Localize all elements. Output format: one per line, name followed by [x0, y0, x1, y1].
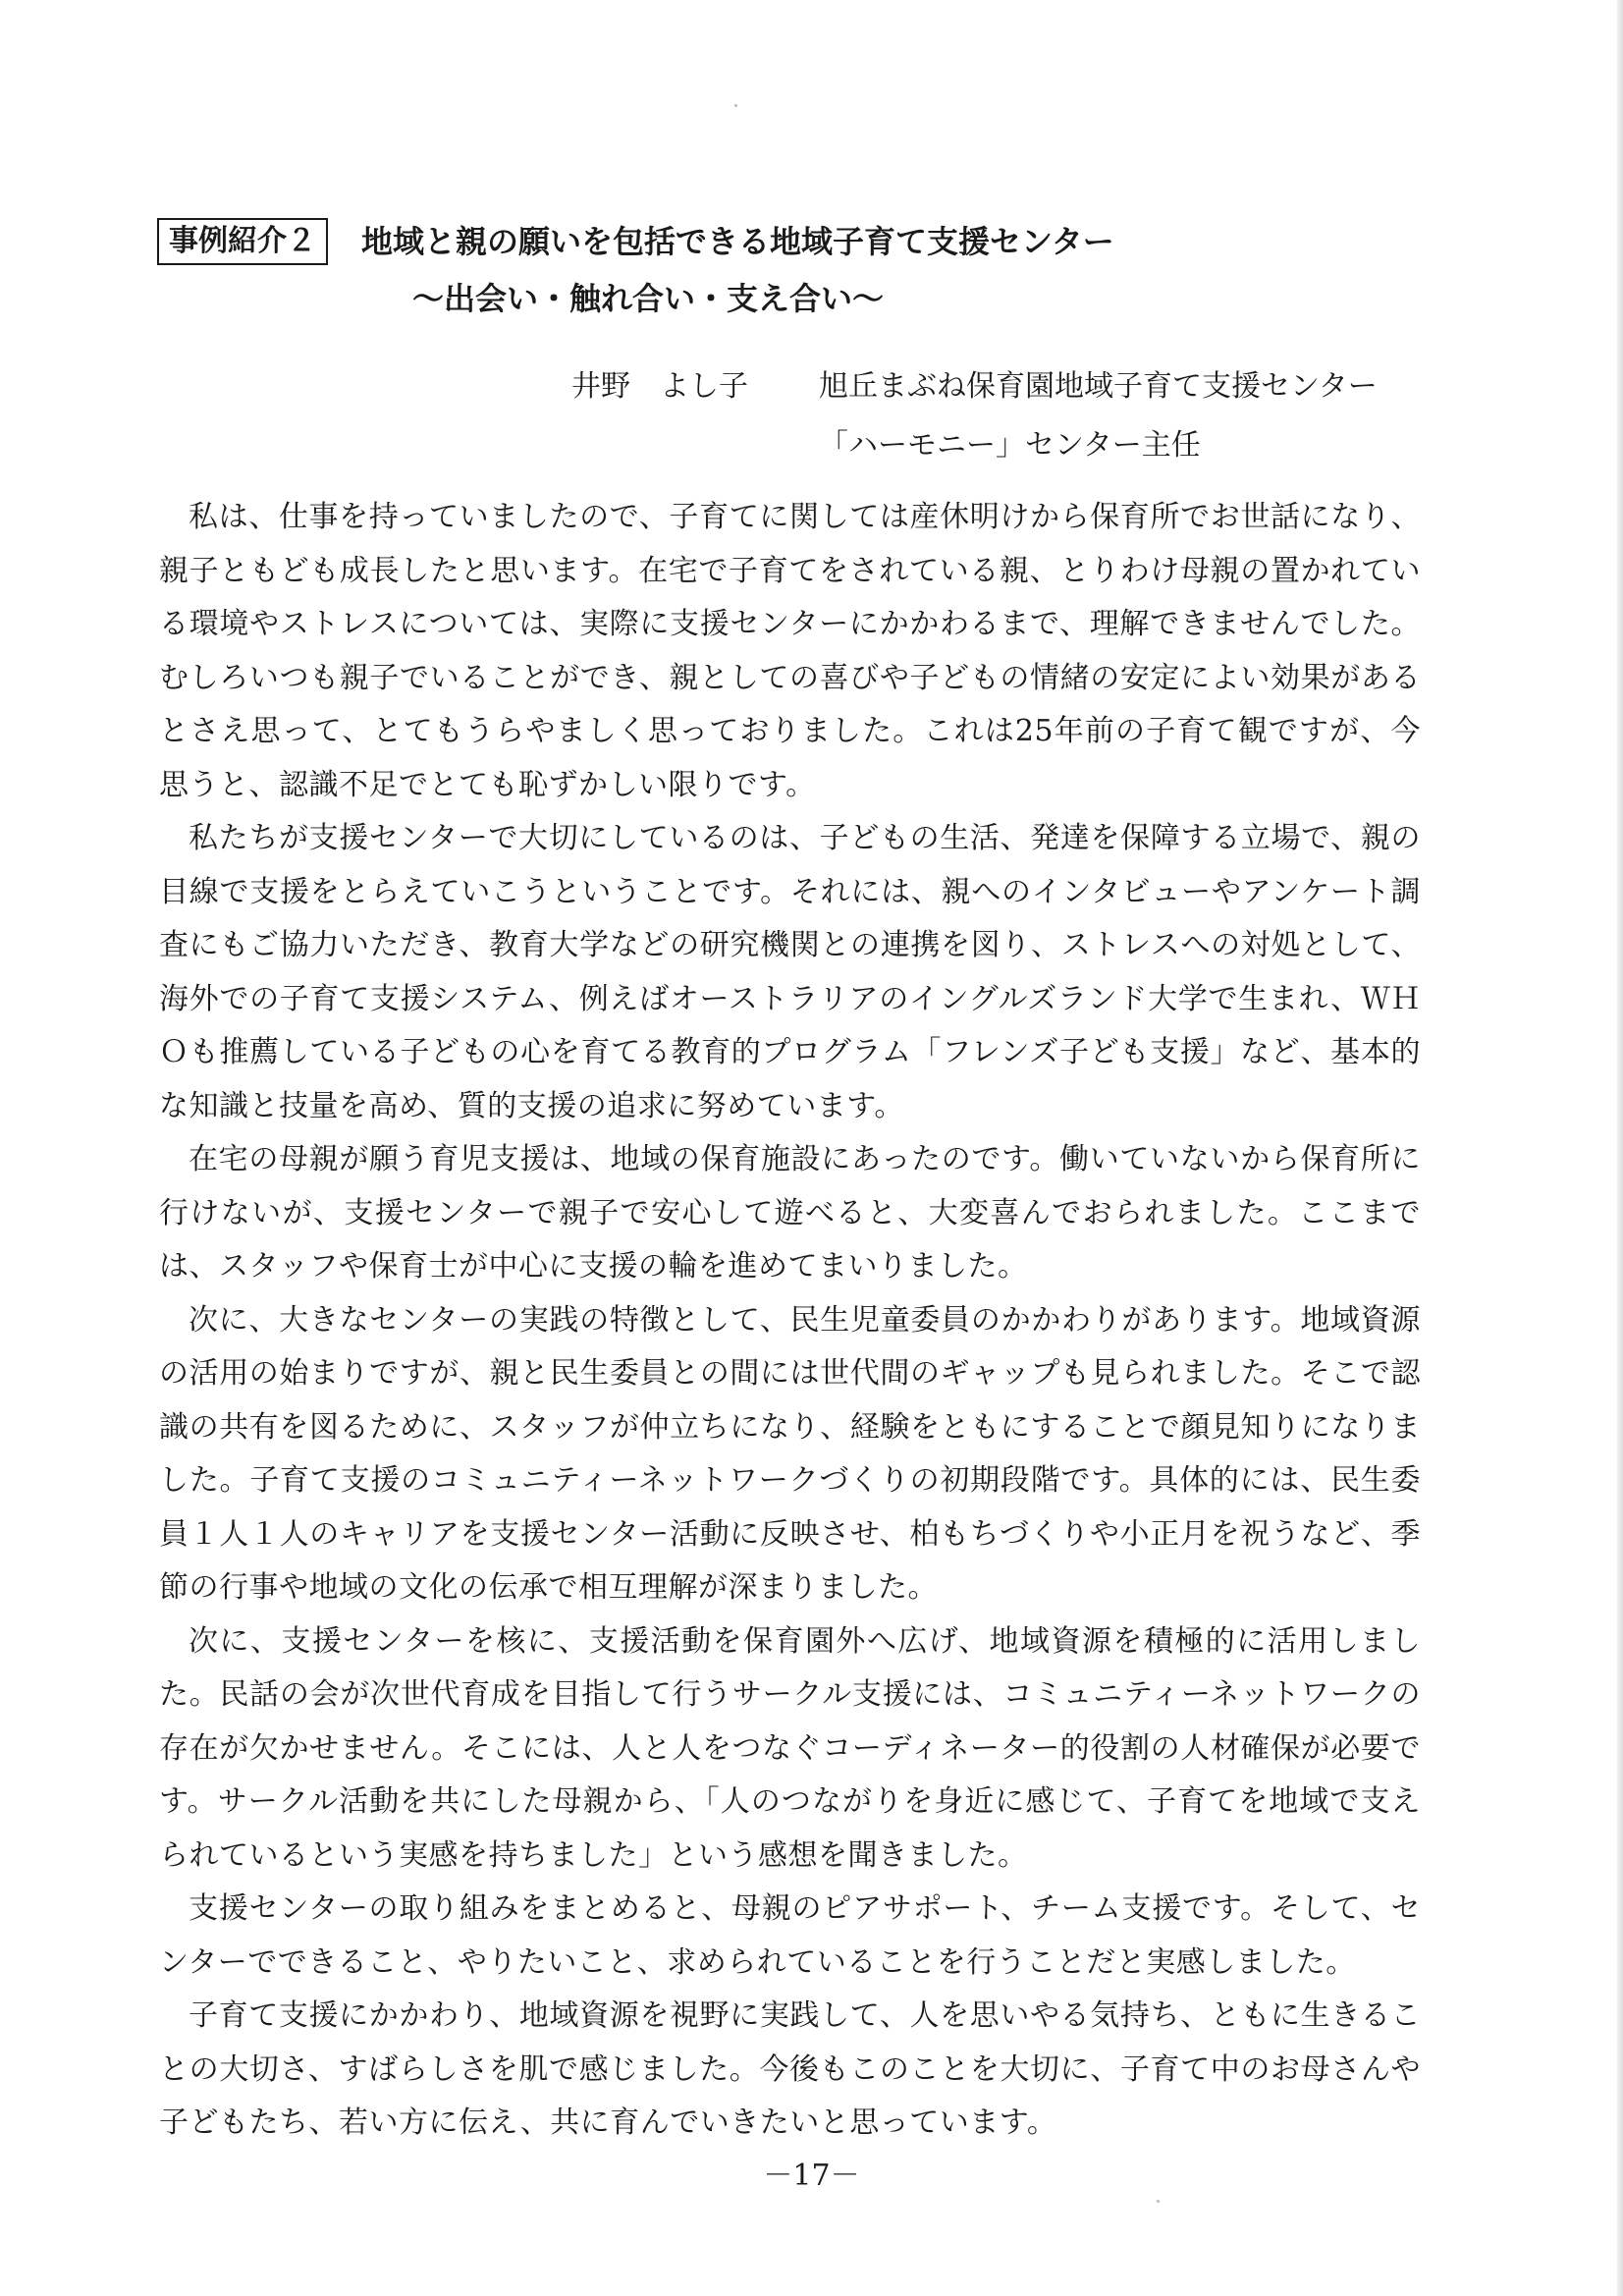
body-paragraph: 子育て支援にかかわり、地域資源を視野に実践して、人を思いやる気持ち、ともに生きることの大切さ、すばらしさを肌で感じました。今後もこのことを大切に、子育て中のお母さんや子どもたち、若い方に伝え、共に育んでいきたいと思っています。 — [159, 1998, 1421, 2140]
author-info — [571, 357, 1378, 475]
scan-speck — [1157, 2200, 1160, 2203]
author-affiliation-line2: 「ハーモニー」センター主任 — [819, 428, 1201, 463]
body-paragraph: 私は、仕事を持っていましたので、子育てに関しては産休明けから保育所でお世話になり、親子ともども成長したと思います。在宅で子育てをされている親、とりわけ母親の置かれている環境やストレスについては、実際に支援センターにかかわるまで、理解できませんでした。むしろいつも親子でいることができ、親としての喜びや子どもの情緒の安定によい効果があるとさえ思って、とてもうらやましく思っておりました。これは25年前の子育て観ですが、今思うと、認識不足でとても恥ずかしい限りです。 — [159, 500, 1421, 802]
page-number: －17－ — [763, 2159, 860, 2193]
body-paragraph: 私たちが支援センターで大切にしているのは、子どもの生活、発達を保障する立場で、親の目線で支援をとらえていこうということです。それには、親へのインタビューやアンケート調査にもご協力いただき、教育大学などの研究機関との連携を図り、ストレスへの対処として、海外での子育て支援システム、例えばオーストラリアのイングルズランド大学で生まれ、ＷＨＯも推薦している子どもの心を育てる教育的プログラム「フレンズ子ども支援」など、基本的な知識と技量を高め、質的支援の追求に努めています。 — [159, 821, 1421, 1123]
body-paragraph: 次に、支援センターを核に、支援活動を保育園外へ広げ、地域資源を積極的に活用しました。民話の会が次世代育成を目指して行うサークル支援には、コミュニティーネットワークの存在が欠かせません。そこには、人と人をつなぐコーディネーター的役割の人材確保が必要です。サークル活動を共にした母親から、「人のつながりを身近に感じて、子育てを地域で支えられているという実感を持ちました」という感想を聞きました。 — [159, 1623, 1421, 1873]
body-paragraph: 支援センターの取り組みをまとめると、母親のピアサポート、チーム支援です。そして、センターでできること、やりたいこと、求められていることを行うことだと実感しました。 — [159, 1891, 1421, 1980]
author-name: 井野 よし子 — [571, 369, 748, 404]
page-edge-shadow — [1617, 0, 1623, 2296]
article-header — [157, 218, 1434, 318]
article-title: 地域と親の願いを包括できる地域子育て支援センター — [361, 223, 1114, 260]
scan-speck — [734, 104, 737, 107]
case-label-box: 事例紹介２ — [157, 218, 328, 265]
article-subtitle: 〜出会い・触れ合い・支え合い〜 — [412, 280, 885, 317]
title-row — [157, 218, 1434, 265]
article-body — [159, 491, 1421, 2151]
author-affiliation: 旭丘まぶね保育園地域子育て支援センター — [819, 369, 1378, 404]
body-paragraph: 在宅の母親が願う育児支援は、地域の保育施設にあったのです。働いていないから保育所に行けないが、支援センターで親子で安心して遊べると、大変喜んでおられました。ここまでは、スタッフや保育士が中心に支援の輪を進めてまいりました。 — [159, 1142, 1421, 1284]
author-row — [571, 357, 1378, 416]
body-paragraph: 次に、大きなセンターの実践の特徴として、民生児童委員のかかわりがあります。地域資源の活用の始まりですが、親と民生委員との間には世代間のギャップも見られました。そこで認識の共有を図るために、スタッフが仲立ちになり、経験をともにすることで顔見知りになりました。子育て支援のコミュニティーネットワークづくりの初期段階です。具体的には、民生委員１人１人のキャリアを支援センター活動に反映させ、柏もちづくりや小正月を祝うなど、季節の行事や地域の文化の伝承で相互理解が深まりました。 — [159, 1302, 1421, 1605]
